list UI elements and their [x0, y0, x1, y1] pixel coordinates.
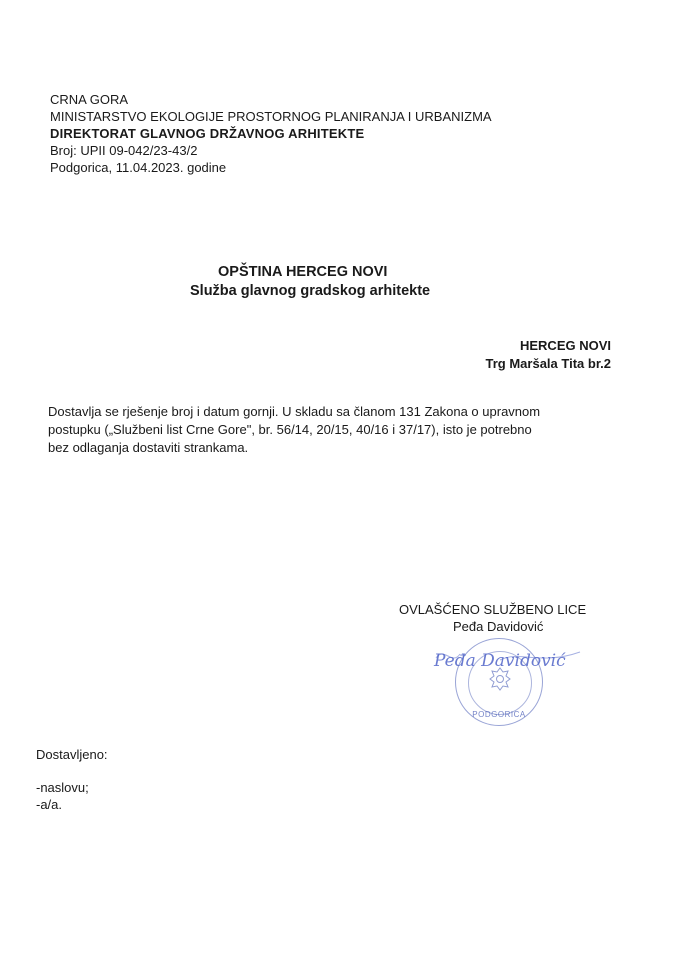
header-date: Podgorica, 11.04.2023. godine	[50, 160, 227, 175]
recipient-municipality: OPŠTINA HERCEG NOVI	[218, 264, 388, 280]
recipient-department: Služba glavnog gradskog arhitekte	[190, 283, 431, 299]
distribution-label: Dostavljeno:	[36, 747, 108, 762]
header-country: CRNA GORA	[50, 92, 129, 107]
body-line-3: bez odlaganja dostaviti strankama.	[48, 440, 249, 455]
stamp-city-text: PODGORICA	[472, 710, 526, 719]
handwritten-signature	[430, 636, 610, 682]
signature-script: Peđa Davidović	[434, 651, 566, 671]
signatory-role: OVLAŠĆENO SLUŽBENO LICE	[399, 602, 587, 617]
address-city: HERCEG NOVI	[519, 338, 611, 353]
header-ministry: MINISTARSTVO EKOLOGIJE PROSTORNOG PLANIRANJA I URBANIZMA	[50, 109, 492, 124]
distribution-item-addressee: -naslovu;	[36, 780, 89, 795]
header-directorate: DIREKTORAT GLAVNOG DRŽAVNOG ARHITEKTE	[50, 126, 365, 141]
signatory-name: Peđa Davidović	[453, 619, 544, 634]
header-reference-number: Broj: UPII 09-042/23-43/2	[50, 143, 198, 158]
body-line-1: Dostavlja se rješenje broj i datum gornji. U skladu sa članom 131 Zakona o upravnom	[48, 404, 541, 419]
distribution-item-archive: -a/a.	[36, 797, 63, 812]
address-street: Trg Maršala Tita br.2	[485, 356, 611, 371]
body-line-2: postupku („Službeni list Crne Gore", br. 56/14, 20/15, 40/16 i 37/17), isto je potrebno	[48, 422, 532, 437]
